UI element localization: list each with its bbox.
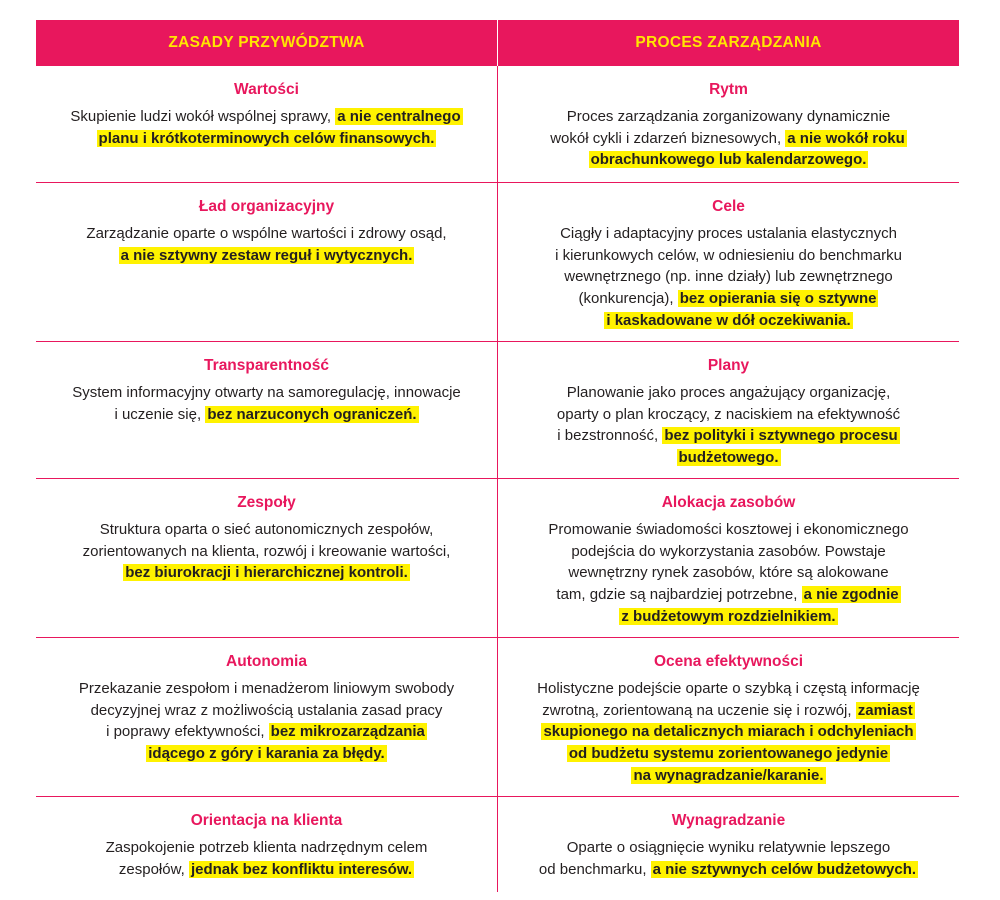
text-segment: zwrotną, zorientowaną na uczenie się i rozwój, — [542, 701, 856, 719]
highlighted-text: jednak bez konfliktu interesów. — [190, 860, 413, 878]
text-segment: Skupienie ludzi wokół wspólnej sprawy, — [70, 108, 336, 125]
cell-description — [512, 678, 945, 787]
text-segment: od benchmarku, — [538, 860, 651, 878]
description-line — [512, 404, 945, 426]
principle-cell — [36, 638, 498, 796]
highlighted-text: zamiast — [857, 701, 913, 719]
description-line — [50, 245, 483, 267]
header-management-process: PROCES ZARZĄDZANIA — [635, 34, 822, 51]
description-line — [50, 519, 483, 541]
text-segment: (konkurencja), — [578, 290, 678, 308]
cell-description — [512, 519, 945, 628]
highlighted-text: a nie sztywnych celów budżetowych. — [652, 860, 917, 878]
header-leadership-principles: ZASADY PRZYWÓDZTWA — [36, 20, 498, 66]
table-header — [36, 20, 959, 66]
description-line — [512, 541, 945, 563]
text-segment: wokół cykli i zdarzeń biznesowych, — [550, 129, 786, 147]
highlighted-text: a nie centralnego — [337, 108, 461, 125]
description-line — [512, 149, 945, 171]
cell-description — [50, 382, 483, 425]
cell-description — [50, 837, 483, 880]
description-line — [512, 447, 945, 469]
description-line — [512, 128, 945, 150]
principle-cell — [36, 66, 498, 182]
process-cell — [498, 183, 959, 341]
description-line — [512, 519, 945, 541]
description-line — [512, 765, 945, 787]
text-segment: Ciągły i adaptacyjny proces ustalania elastycznych — [560, 225, 897, 242]
highlighted-text: a nie zgodnie — [803, 586, 899, 604]
description-line — [512, 288, 945, 310]
cell-title: Orientacja na klienta — [190, 812, 343, 829]
description-line — [50, 404, 483, 426]
description-line — [512, 837, 945, 859]
process-cell — [498, 342, 959, 478]
text-segment: tam, gdzie są najbardziej potrzebne, — [556, 586, 802, 604]
cell-description — [50, 106, 483, 149]
text-segment: zorientowanych na klienta, rozwój i kreowanie wartości, — [82, 542, 451, 560]
highlighted-text: a nie sztywny zestaw reguł i wytycznych. — [120, 246, 413, 264]
description-line — [512, 584, 945, 606]
text-segment: System informacyjny otwarty na samoregulację, innowacje — [72, 384, 461, 401]
description-line — [50, 721, 483, 743]
description-line — [50, 743, 483, 765]
comparison-table — [36, 20, 959, 892]
description-line — [512, 223, 945, 245]
cell-title: Autonomia — [226, 653, 307, 670]
table-body — [36, 66, 959, 892]
highlighted-text: budżetowego. — [678, 449, 779, 467]
highlighted-text: skupionego na detalicznych miarach i odchyleniach — [543, 723, 914, 741]
description-line — [512, 743, 945, 765]
process-cell — [498, 638, 959, 796]
text-segment: Oparte o osiągnięcie wyniku relatywnie lepszego — [566, 839, 891, 856]
cell-title: Zespoły — [237, 494, 296, 511]
description-line — [50, 837, 483, 859]
cell-title: Ład organizacyjny — [198, 198, 335, 215]
process-cell — [498, 66, 959, 182]
cell-title: Plany — [707, 357, 750, 374]
highlighted-text: i kaskadowane w dół oczekiwania. — [606, 311, 851, 329]
cell-title: Wynagradzanie — [671, 812, 786, 829]
description-line — [512, 678, 945, 700]
description-line — [50, 859, 483, 881]
description-line — [50, 106, 483, 128]
process-cell — [498, 797, 959, 892]
highlighted-text: bez narzuconych ograniczeń. — [207, 405, 417, 423]
description-line — [50, 700, 483, 722]
process-cell — [498, 479, 959, 637]
cell-title: Ocena efektywności — [653, 653, 804, 670]
text-segment: Zarządzanie oparte o wspólne wartości i zdrowy osąd, — [86, 225, 447, 242]
cell-description — [50, 678, 483, 765]
description-line — [512, 106, 945, 128]
description-line — [512, 859, 945, 881]
text-segment: zespołów, — [118, 860, 189, 878]
highlighted-text: od budżetu systemu zorientowanego jedynie — [568, 745, 889, 763]
cell-title: Rytm — [709, 81, 748, 98]
table-row — [36, 342, 959, 479]
table-row — [36, 479, 959, 638]
highlighted-text: bez mikrozarządzania — [270, 723, 425, 741]
description-line — [512, 700, 945, 722]
description-line — [512, 562, 945, 584]
text-segment: Holistyczne podejście oparte o szybką i częstą informację — [537, 680, 920, 697]
text-segment: i uczenie się, — [114, 405, 206, 423]
highlighted-text: a nie wokół roku — [787, 129, 905, 147]
table-row — [36, 66, 959, 183]
table-row — [36, 797, 959, 892]
text-segment: decyzyjnej wraz z możliwością ustalania zasad pracy — [90, 701, 443, 719]
cell-title: Transparentność — [204, 357, 329, 374]
description-line — [50, 678, 483, 700]
text-segment: Promowanie świadomości kosztowej i ekonomicznego — [548, 521, 909, 538]
description-line — [512, 310, 945, 332]
description-line — [50, 382, 483, 404]
description-line — [50, 562, 483, 584]
highlighted-text: planu i krótkoterminowych celów finansowych. — [98, 129, 435, 147]
text-segment: Planowanie jako proces angażujący organizację, — [566, 384, 891, 401]
text-segment: wewnętrzny rynek zasobów, które są alokowane — [568, 564, 889, 582]
principle-cell — [36, 183, 498, 341]
description-line — [50, 223, 483, 245]
description-line — [50, 541, 483, 563]
cell-description — [512, 837, 945, 880]
principle-cell — [36, 342, 498, 478]
description-line — [512, 606, 945, 628]
text-segment: wewnętrznego (np. inne działy) lub zewnętrznego — [564, 268, 893, 286]
table-row — [36, 183, 959, 342]
table-row — [36, 638, 959, 797]
principle-cell — [36, 479, 498, 637]
text-segment: Zaspokojenie potrzeb klienta nadrzędnym celem — [105, 839, 428, 856]
cell-title: Alokacja zasobów — [661, 494, 796, 511]
text-segment: podejścia do wykorzystania zasobów. Powstaje — [571, 542, 886, 560]
description-line — [512, 245, 945, 267]
text-segment: i bezstronność, — [557, 427, 663, 445]
cell-description — [50, 223, 483, 266]
highlighted-text: na wynagradzanie/karanie. — [633, 766, 824, 784]
cell-title: Cele — [712, 198, 745, 215]
cell-description — [512, 223, 945, 332]
cell-description — [50, 519, 483, 584]
text-segment: Struktura oparta o sieć autonomicznych zespołów, — [99, 521, 434, 538]
text-segment: i kierunkowych celów, w odniesieniu do benchmarku — [555, 246, 902, 264]
description-line — [512, 382, 945, 404]
principle-cell — [36, 797, 498, 892]
cell-description — [512, 382, 945, 469]
text-segment: Przekazanie zespołom i menadżerom liniowym swobody — [78, 680, 455, 697]
description-line — [512, 425, 945, 447]
highlighted-text: idącego z góry i karania za błędy. — [148, 745, 385, 763]
text-segment: i poprawy efektywności, — [106, 723, 269, 741]
highlighted-text: z budżetowym rozdzielnikiem. — [621, 607, 836, 625]
description-line — [50, 128, 483, 150]
highlighted-text: obrachunkowego lub kalendarzowego. — [590, 151, 867, 169]
text-segment: Proces zarządzania zorganizowany dynamicznie — [566, 108, 891, 125]
highlighted-text: bez polityki i sztywnego procesu — [664, 427, 898, 445]
cell-description — [512, 106, 945, 171]
highlighted-text: bez opierania się o sztywne — [679, 290, 877, 308]
cell-title: Wartości — [234, 81, 299, 98]
highlighted-text: bez biurokracji i hierarchicznej kontroli. — [125, 564, 408, 582]
description-line — [512, 721, 945, 743]
text-segment: oparty o plan kroczący, z naciskiem na efektywność — [556, 405, 901, 423]
description-line — [512, 266, 945, 288]
